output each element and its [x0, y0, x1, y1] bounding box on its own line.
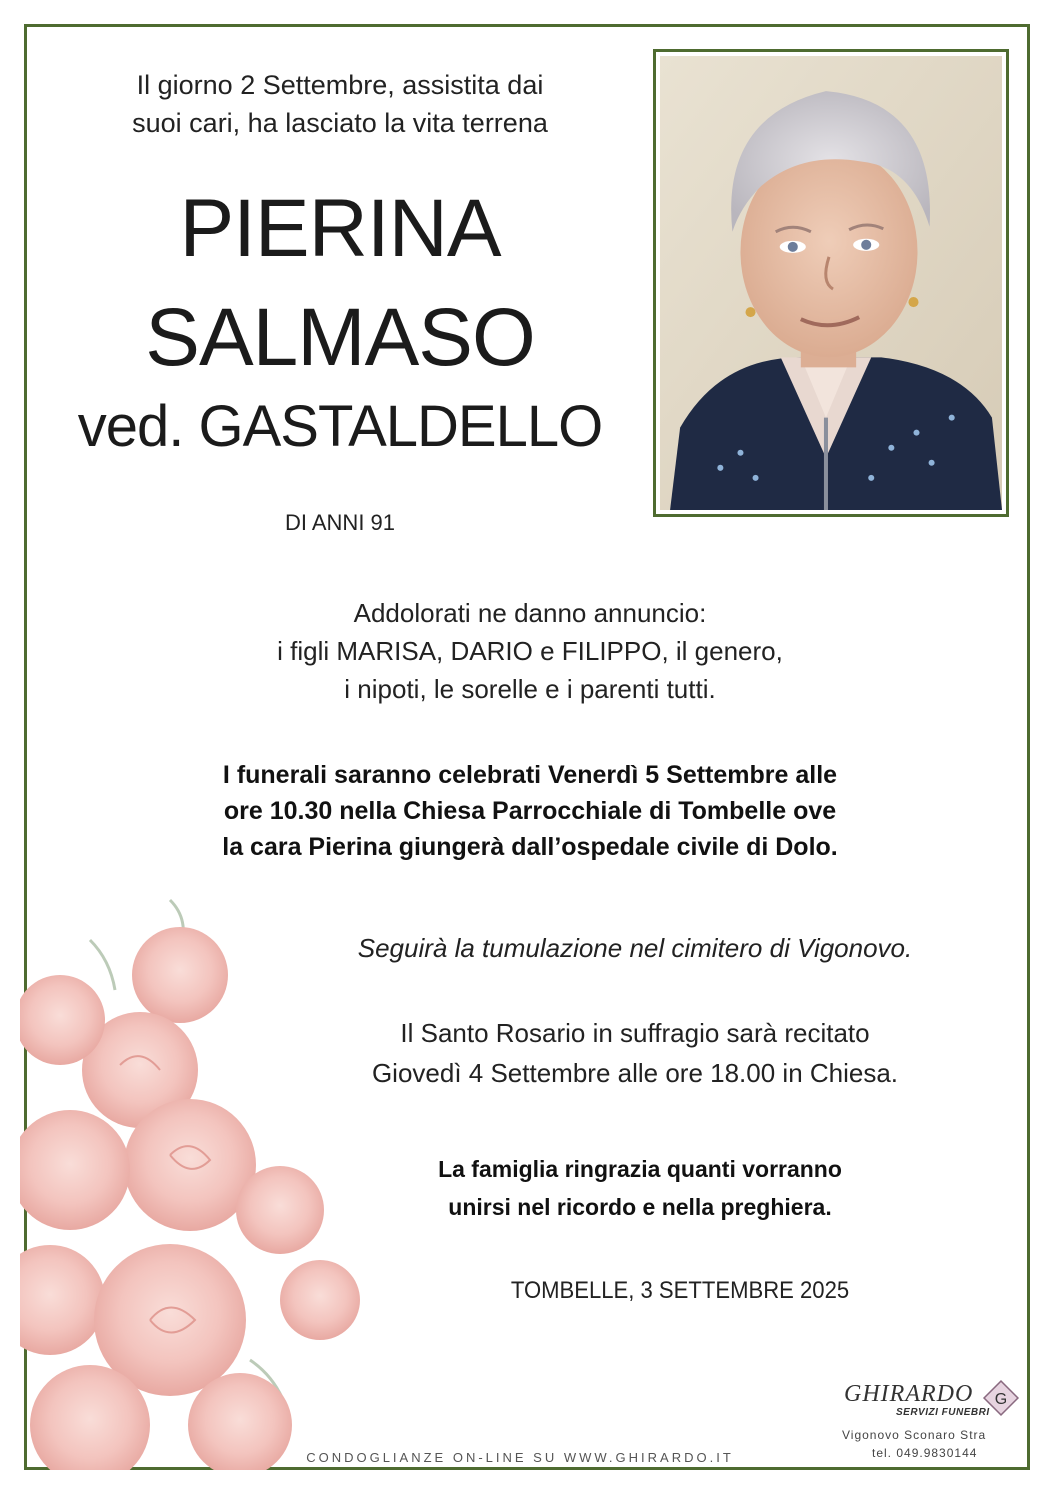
announcement-line-3: i nipoti, le sorelle e i parenti tutti. — [344, 674, 716, 704]
announcement-text — [200, 594, 860, 708]
deceased-age: DI ANNI 91 — [284, 510, 396, 535]
condolences-link-text: CONDOGLIANZE ON-LINE SU WWW.GHIRARDO.IT — [306, 1450, 734, 1465]
intro-line-2: suoi cari, ha lasciato la vita terrena — [132, 108, 548, 138]
funeral-line-1: I funerali saranno celebrati Venerdì 5 Settembre alle — [222, 761, 838, 789]
portrait-image — [660, 56, 1002, 510]
intro-line-1: Il giorno 2 Settembre, assistita dai — [136, 70, 544, 100]
announcement-line-2: i figli MARISA, DARIO e FILIPPO, il genero, — [277, 636, 783, 666]
logo-subtitle: SERVIZI FUNEBRI — [896, 1407, 990, 1418]
deceased-last-name: SALMASO — [145, 292, 535, 383]
thanks-line-2: unirsi nel ricordo e nella preghiera. — [448, 1194, 832, 1220]
funeral-home-logo — [836, 1376, 1026, 1466]
burial-text: Seguirà la tumulazione nel cimitero di Vigonovo. — [357, 933, 913, 963]
portrait-photo — [653, 49, 1009, 517]
logo-phone: tel. 049.9830144 — [872, 1446, 978, 1460]
logo-name: GHIRARDO — [844, 1381, 974, 1407]
rosary-line-1: Il Santo Rosario in suffragio sarà recitato — [400, 1018, 870, 1048]
rosary-line-2: Giovedì 4 Settembre alle ore 18.00 in Chiesa. — [371, 1058, 899, 1088]
thanks-line-1: La famiglia ringrazia quanti vorranno — [438, 1156, 842, 1182]
deceased-first-name: PIERINA — [179, 183, 501, 274]
funeral-line-3: la cara Pierina giungerà dall’ospedale civile di Dolo. — [222, 833, 838, 861]
place-and-date: TOMBELLE, 3 SETTEMBRE 2025 — [510, 1277, 850, 1304]
logo-diamond-icon — [981, 1378, 1021, 1418]
rosary-text — [300, 1013, 970, 1093]
deceased-widow-of: ved. GASTALDELLO — [77, 394, 603, 459]
funeral-line-2: ore 10.30 nella Chiesa Parrocchiale di Tombelle ove — [223, 797, 837, 825]
logo-letter: G — [994, 1391, 1008, 1408]
thanks-text — [360, 1150, 920, 1226]
roses-decoration — [20, 880, 380, 1470]
announcement-line-1: Addolorati ne danno annuncio: — [353, 598, 707, 628]
intro-text — [70, 66, 610, 142]
logo-address: Vigonovo Sconaro Stra — [842, 1428, 987, 1442]
funeral-text — [120, 757, 940, 865]
